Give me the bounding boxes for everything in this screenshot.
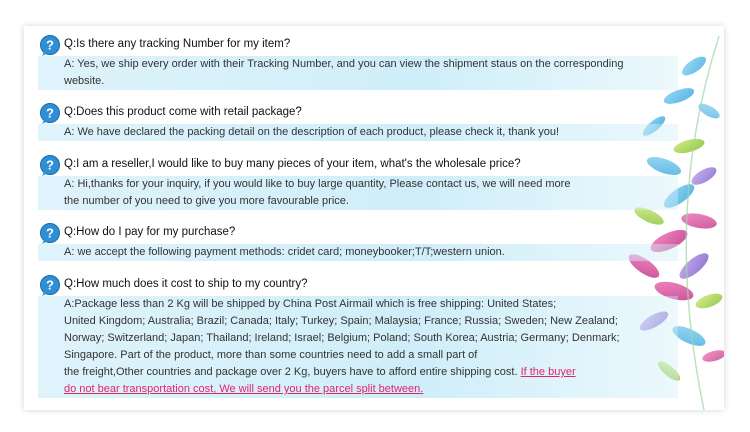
question-bubble-icon bbox=[38, 274, 62, 298]
question-bubble-icon bbox=[38, 102, 62, 126]
faq-question bbox=[38, 36, 678, 56]
faq-question bbox=[38, 104, 678, 124]
svg-text:?: ? bbox=[46, 105, 54, 121]
answer-line: United Kingdom; Australia; Brazil; Canada; Italy; Turkey; Spain; Malaysia; France; Russia; Sweden; New Zealand; bbox=[38, 313, 678, 330]
question-bubble-icon bbox=[38, 154, 62, 178]
question-text: Q:How much does it cost to ship to my country? bbox=[64, 278, 308, 290]
answer-line: Norway; Switzerland; Japan; Thailand; Ireland; Israel; Belgium; Poland; South Korea; Austria; Germany; Denmark; bbox=[38, 330, 678, 347]
faq-item bbox=[38, 156, 678, 210]
answer-line: A: Yes, we ship every order with their Tracking Number, and you can view the shipment staus on the corresponding bbox=[38, 56, 678, 73]
answer-line: A: Hi,thanks for your inquiry, if you would like to buy large quantity, Please contact us, we will need more bbox=[38, 176, 678, 193]
svg-text:?: ? bbox=[46, 277, 54, 293]
answer-line: Singapore. Part of the product, more than some countries need to add a small part of bbox=[38, 347, 678, 364]
question-text: Q:Does this product come with retail package? bbox=[64, 106, 302, 118]
highlight-link[interactable]: If the buyer bbox=[520, 366, 576, 378]
answer-line: the number of you need to give you more favourable price. bbox=[38, 193, 678, 210]
faq-question bbox=[38, 276, 678, 296]
answer-line: A: we accept the following payment methods: cridet card; moneybooker;T/T;western union. bbox=[38, 244, 678, 261]
svg-text:?: ? bbox=[46, 225, 54, 241]
question-bubble-icon bbox=[38, 222, 62, 246]
answer-line: website. bbox=[38, 73, 678, 90]
question-text: Q:Is there any tracking Number for my item? bbox=[64, 38, 291, 50]
faq-question bbox=[38, 156, 678, 176]
faq-item bbox=[38, 36, 678, 90]
question-bubble-icon bbox=[38, 34, 62, 58]
svg-text:?: ? bbox=[46, 37, 54, 53]
faq-item bbox=[38, 104, 678, 141]
faq-panel bbox=[24, 26, 724, 410]
svg-text:?: ? bbox=[46, 157, 54, 173]
faq-item bbox=[38, 276, 678, 398]
faq-item bbox=[38, 224, 678, 261]
answer-line: A:Package less than 2 Kg will be shipped by China Post Airmail which is free shipping: United States; bbox=[38, 296, 678, 313]
answer-line bbox=[38, 364, 678, 381]
answer-line bbox=[38, 381, 678, 398]
answer-text: the freight,Other countries and package over 2 Kg, buyers have to afford entire shipping cost. bbox=[64, 366, 518, 378]
answer-line: A: We have declared the packing detail on the description of each product, please check it, thank you! bbox=[38, 124, 678, 141]
faq-question bbox=[38, 224, 678, 244]
question-text: Q:I am a reseller,I would like to buy many pieces of your item, what's the wholesale price? bbox=[64, 158, 521, 170]
question-text: Q:How do I pay for my purchase? bbox=[64, 226, 236, 238]
highlight-link[interactable]: do not bear transportation cost, We will send you the parcel split between. bbox=[64, 383, 424, 395]
